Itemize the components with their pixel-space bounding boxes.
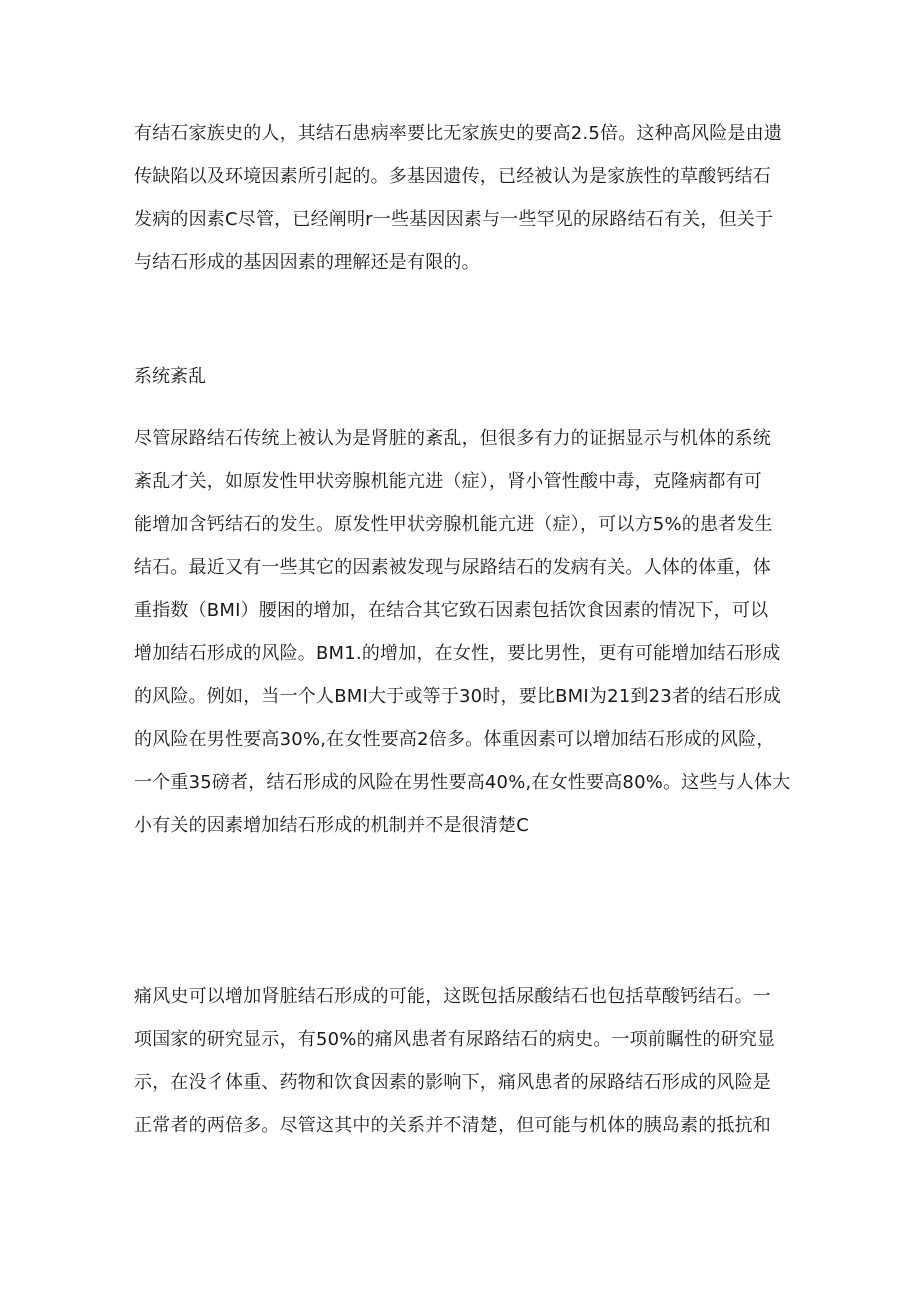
text-line: 小有关的因素增加结石形成的机制并不是很清楚C: [134, 815, 529, 836]
text-line: 紊乱才关，如原发性甲状旁腺机能亢进（症），肾小管性酸中毒，克隆病都有可: [134, 471, 762, 492]
paragraph-family-history: [134, 112, 794, 284]
text-line: 正常者的两倍多。尽管这其中的关系并不清楚，但可能与机体的胰岛素的抵抗和: [134, 1115, 771, 1136]
text-line: 的风险。例如，当一个人BMI大于或等于30时，要比BMI为21到23者的结石形成: [134, 686, 782, 707]
text-line: 尽管尿路结石传统上被认为是肾脏的紊乱，但很多有力的证据显示与机体的系统: [134, 428, 771, 449]
section-heading: 系统紊乱: [134, 366, 206, 387]
paragraph-systemic-disorders: [134, 417, 794, 847]
text-line: 传缺陷以及环境因素所引起的。多基因遗传，已经被认为是家族性的草酸钙结石: [134, 166, 771, 187]
text-line: 重指数（BMI）腰困的增加，在结合其它致石因素包括饮食因素的情况下，可以: [134, 600, 769, 621]
text-line: 结石。最近又有一些其它的因素被发现与尿路结石的发病有关。人体的体重，体: [134, 557, 771, 578]
paragraph-gout-history: [134, 975, 794, 1147]
text-line: 的风险在男性要高30%,在女性要高2倍多。体重因素可以增加结石形成的风险，: [134, 729, 775, 750]
text-line: 痛风史可以增加肾脏结石形成的可能，这既包括尿酸结石也包括草酸钙结石。一: [134, 986, 771, 1007]
text-line: 与结石形成的基因因素的理解还是有限的。: [134, 252, 480, 273]
text-line: 示，在没彳体重、药物和饮食因素的影响下，痛风患者的尿路结石形成的风险是: [134, 1072, 771, 1093]
text-line: 发病的因素C尽管，已经阐明r一些基因因素与一些罕见的尿路结石有关，但关于: [134, 209, 774, 230]
text-line: 增加结石形成的风险。BM1.的增加，在女性，要比男性，更有可能增加结石形成: [134, 643, 781, 664]
text-line: 有结石家族史的人，其结石患病率要比无家族史的要高2.5倍。这种高风险是由遗: [134, 123, 783, 144]
text-line: 项国家的研究显示，有50%的痛风患者有尿路结石的病史。一项前瞩性的研究显: [134, 1029, 776, 1050]
text-line: 一个重35磅者，结石形成的风险在男性要高40%,在女性要高80%。这些与人体大: [134, 772, 791, 793]
text-line: 能增加含钙结石的发生。原发性甲状旁腺机能亢进（症），可以方5%的患者发生: [134, 514, 773, 535]
